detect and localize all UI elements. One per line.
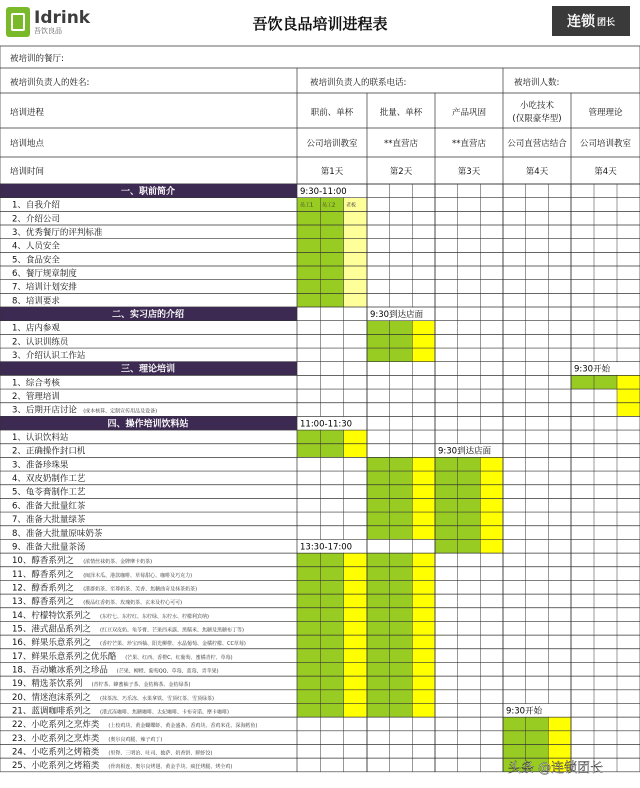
stage-location: 公司培训教室	[579, 139, 632, 149]
progress-cell	[344, 293, 367, 307]
progress-cell	[390, 471, 413, 485]
item-label: 13、醇香系列之	[12, 597, 74, 608]
item-label: 2、认识训练员	[12, 337, 69, 348]
staff1-label: 员工1	[300, 202, 314, 209]
stage-name: 小吃技术	[519, 101, 555, 111]
progress-cell	[320, 690, 343, 704]
tea-time: 13:30-17:00	[300, 542, 353, 553]
progress-cell	[320, 621, 343, 635]
progress-cell	[412, 348, 435, 362]
item-label: 20、情迷泡沫系列之	[12, 692, 91, 703]
progress-cell	[435, 457, 458, 471]
progress-cell	[412, 526, 435, 540]
stage-name: 批量、单杯	[379, 108, 423, 118]
progress-cell	[344, 567, 367, 581]
progress-cell	[390, 485, 413, 499]
progress-cell	[320, 580, 343, 594]
boss-label: 老板	[346, 202, 357, 209]
item-note: (奥尔良鸡腿、辣子鸡丁)	[108, 736, 163, 743]
item-note: (港式冻咖啡、焦糖咖啡、太妃咖啡、卡布奇诺、摩卡咖啡)	[100, 709, 229, 716]
progress-cell	[548, 717, 571, 731]
item-label: 1、自我介绍	[12, 200, 60, 211]
progress-cell	[458, 498, 481, 512]
progress-cell	[297, 252, 320, 266]
progress-cell	[320, 608, 343, 622]
progress-cell	[594, 375, 617, 389]
progress-cell	[320, 225, 343, 239]
progress-cell	[367, 594, 390, 608]
progress-cell	[367, 485, 390, 499]
progress-cell	[320, 567, 343, 581]
item-label: 19、精选茶饮系列	[12, 679, 83, 690]
progress-cell	[480, 512, 503, 526]
stage-location: **直营店	[383, 139, 419, 149]
item-label: 16、鲜果乐意系列之	[12, 638, 91, 649]
progress-cell	[297, 594, 320, 608]
item-label: 7、准备大批量绿茶	[12, 515, 86, 526]
progress-cell	[320, 239, 343, 253]
trainee-count-label: 被培训人数:	[514, 78, 560, 88]
progress-cell	[297, 266, 320, 280]
progress-cell	[367, 526, 390, 540]
progress-cell	[320, 594, 343, 608]
progress-cell	[367, 621, 390, 635]
progress-cell	[367, 457, 390, 471]
progress-cell	[297, 553, 320, 567]
stage-name-sub: (仅限豪华型)	[512, 114, 562, 124]
progress-cell	[412, 635, 435, 649]
item-label: 3、准备珍珠果	[12, 460, 69, 471]
progress-cell	[458, 471, 481, 485]
location-label: 培训地点	[10, 139, 45, 149]
progress-cell	[412, 690, 435, 704]
stage-location: **直营店	[451, 139, 487, 149]
progress-cell	[367, 703, 390, 717]
item-note: (上校鸡块、黄金蝴蝶虾、黄金盛条、香鸡块、香鸡米花、深海鳕鱼)	[108, 723, 258, 730]
progress-cell	[390, 498, 413, 512]
item-label: 1、店内参观	[12, 323, 60, 334]
progress-cell	[390, 512, 413, 526]
progress-cell	[390, 457, 413, 471]
progress-cell	[390, 580, 413, 594]
progress-cell	[435, 471, 458, 485]
stage-location: 公司培训教室	[306, 139, 358, 149]
item-note: (浓情丝袜奶茶、金牌摩卡奶茶)	[83, 559, 153, 566]
progress-cell	[320, 553, 343, 567]
item-label: 4、人员安全	[12, 241, 60, 252]
item-label: 3、优秀餐厅的评判标准	[12, 228, 103, 239]
progress-cell	[320, 676, 343, 690]
item-label: 10、醇香系列之	[12, 556, 74, 567]
progress-cell	[297, 676, 320, 690]
progress-cell	[367, 553, 390, 567]
progress-cell	[297, 690, 320, 704]
progress-cell	[390, 594, 413, 608]
section-title: 二、实习店的介绍	[111, 310, 185, 321]
progress-cell	[412, 580, 435, 594]
progress-cell	[458, 539, 481, 553]
progress-cell	[320, 703, 343, 717]
day3-time: 9:30到达店面	[438, 446, 492, 457]
item-label: 6、准备大批量红茶	[12, 501, 86, 512]
progress-cell	[297, 225, 320, 239]
stage-name: 管理理论	[588, 108, 623, 118]
progress-cell	[367, 649, 390, 663]
progress-cell	[367, 471, 390, 485]
progress-cell	[548, 744, 571, 758]
item-note: (红豆双皮奶、龟苓膏、芒果西米露、黑糯米、焦糖及黑糖布丁等)	[100, 627, 244, 634]
item-label: 7、培训计划安排	[12, 282, 77, 293]
progress-cell	[412, 703, 435, 717]
progress-cell	[320, 649, 343, 663]
item-label: 2、管理培训	[12, 392, 60, 403]
progress-cell	[390, 348, 413, 362]
item-label: 2、介绍公司	[12, 214, 60, 225]
progress-cell	[480, 498, 503, 512]
item-label: 5、龟苓膏制作工艺	[12, 487, 86, 498]
progress-cell	[344, 676, 367, 690]
progress-cell	[480, 485, 503, 499]
stage-day: 第4天	[525, 167, 549, 177]
progress-cell	[390, 649, 413, 663]
progress-cell	[367, 662, 390, 676]
progress-cell	[526, 744, 549, 758]
progress-cell	[412, 662, 435, 676]
manager-name-label: 被培训负责人的姓名:	[10, 78, 90, 88]
progress-cell	[320, 211, 343, 225]
item-label: 4、双皮奶制作工艺	[12, 474, 86, 485]
progress-cell	[412, 649, 435, 663]
progress-cell	[390, 662, 413, 676]
progress-cell	[412, 321, 435, 335]
progress-cell	[367, 635, 390, 649]
item-label: 1、综合考核	[12, 378, 60, 389]
progress-cell	[412, 608, 435, 622]
progress-cell	[526, 717, 549, 731]
progress-cell	[390, 321, 413, 335]
progress-cell	[390, 567, 413, 581]
item-label: 14、柠檬特饮系列之	[12, 610, 91, 621]
logo-brand: Idrink	[34, 7, 91, 28]
item-label: 21、蓝调咖啡系列之	[12, 706, 91, 717]
item-label: 18、吾动嫩冰系列之珍品	[12, 665, 108, 676]
progress-cell	[297, 621, 320, 635]
progress-cell	[344, 239, 367, 253]
progress-cell	[320, 430, 343, 444]
progress-cell	[412, 553, 435, 567]
progress-cell	[297, 211, 320, 225]
section-title: 四、操作培训饮料站	[107, 419, 189, 430]
progress-cell	[503, 744, 526, 758]
stage-name: 职前、单杯	[310, 108, 354, 118]
op-time: 11:00-11:30	[300, 419, 353, 430]
progress-cell	[344, 430, 367, 444]
progress-cell	[458, 485, 481, 499]
progress-cell	[412, 567, 435, 581]
stage-day: 第4天	[594, 167, 617, 177]
progress-cell	[344, 225, 367, 239]
stage-day: 第1天	[320, 167, 344, 177]
progress-cell	[320, 280, 343, 294]
mgmt-time: 9:30开始	[574, 364, 611, 375]
progress-cell	[367, 498, 390, 512]
progress-cell	[548, 731, 571, 745]
progress-cell	[412, 457, 435, 471]
progress-cell	[617, 389, 640, 403]
progress-cell	[412, 498, 435, 512]
progress-cell	[480, 526, 503, 540]
progress-cell	[412, 334, 435, 348]
restaurant-label: 被培训的餐厅:	[10, 54, 64, 64]
progress-cell	[367, 580, 390, 594]
item-label: 1、认识饮料站	[12, 433, 69, 444]
item-label: 3、介绍认识工作站	[12, 351, 86, 362]
progress-cell	[297, 567, 320, 581]
progress-cell	[480, 539, 503, 553]
item-label: 8、培训要求	[12, 296, 60, 307]
item-label: 17、鲜果乐意系列之优乐酪	[12, 651, 117, 662]
item-note: (极品红香奶茶、玫瑰奶茶、玄米及柠心可可)	[83, 600, 183, 607]
progress-cell	[344, 621, 367, 635]
stage-day: 第2天	[389, 167, 413, 177]
item-note: (香柠芒果、珍宝西柚、阳光柳橙、水晶葡萄、金橘柠檬、CC草莓)	[100, 641, 246, 648]
progress-cell	[297, 430, 320, 444]
progress-cell	[344, 594, 367, 608]
item-note: (骨肉相连、奥尔良烤翅、黄金芋块、疯狂烤腿、烤全鸡)	[108, 764, 233, 771]
progress-cell	[367, 608, 390, 622]
item-note: (闽泽木瓜、港款咖啡、草莓甜心、咖啡及巧克力)	[83, 572, 193, 579]
item-label: 15、港式甜品系列之	[12, 624, 91, 635]
progress-cell	[367, 348, 390, 362]
right-logo-small: 团长	[596, 17, 615, 28]
item-label: 6、餐厅规章制度	[12, 269, 77, 280]
progress-cell	[344, 690, 367, 704]
progress-cell	[297, 703, 320, 717]
progress-cell	[390, 635, 413, 649]
item-note: (港群奶茶、至尊奶茶、芙香、焦糖曲奇及抹茶奶茶)	[83, 586, 198, 593]
progress-cell	[367, 690, 390, 704]
progress-cell	[390, 608, 413, 622]
progress-cell	[458, 512, 481, 526]
progress-cell	[344, 649, 367, 663]
progress-cell	[344, 580, 367, 594]
item-label: 25、小吃系列之烤箱类	[12, 761, 100, 772]
progress-cell	[320, 252, 343, 266]
progress-cell	[435, 485, 458, 499]
progress-cell	[412, 512, 435, 526]
progress-cell	[367, 321, 390, 335]
progress-cell	[297, 662, 320, 676]
progress-cell	[344, 553, 367, 567]
day1-time: 9:30-11:00	[300, 187, 347, 197]
progress-cell	[344, 252, 367, 266]
item-note: (芒果、柳橙、葡萄QQ、草莓、蓝莓、青苹果)	[116, 668, 219, 675]
progress-cell	[344, 703, 367, 717]
progress-cell	[480, 457, 503, 471]
progress-cell	[367, 676, 390, 690]
progress-cell	[297, 444, 320, 458]
item-note: (抹茶冻、巧乐冻、水果拿铁、雪顶红茶、雪顶绿茶)	[100, 695, 214, 702]
item-note: (里脊、三明治、吐司、披萨、奶香饼、鲜虾饺)	[108, 750, 213, 757]
progress-cell	[320, 444, 343, 458]
snack-time: 9:30开始	[506, 706, 543, 717]
item-note: (成本核算、定制宣传用品及设备)	[83, 408, 158, 415]
stage-day: 第3天	[457, 167, 481, 177]
progress-cell	[297, 293, 320, 307]
progress-cell	[297, 635, 320, 649]
progress-label: 培训进程	[10, 108, 45, 118]
progress-cell	[412, 485, 435, 499]
progress-cell	[435, 512, 458, 526]
progress-cell	[297, 280, 320, 294]
item-note: (芒果、红西、香橙C、红葡萄、蜜橘青柠、草莓)	[125, 654, 233, 661]
section-title: 一、职前简介	[120, 187, 176, 197]
progress-cell	[297, 608, 320, 622]
item-label: 5、食品安全	[12, 255, 60, 266]
progress-cell	[480, 471, 503, 485]
logo-sub: 吾饮良品	[34, 26, 62, 35]
progress-cell	[412, 594, 435, 608]
progress-cell	[390, 703, 413, 717]
progress-cell	[435, 539, 458, 553]
item-label: 24、小吃系列之烤箱类	[12, 747, 100, 758]
section-title: 三、理论培训	[120, 364, 176, 375]
progress-cell	[503, 731, 526, 745]
progress-cell	[617, 375, 640, 389]
item-note: (青柠茶、蜂蜜柚子茶、金桔梅茶、金桔绿茶)	[91, 682, 191, 689]
progress-cell	[390, 334, 413, 348]
progress-cell	[571, 375, 594, 389]
time-label: 培训时间	[10, 167, 45, 177]
progress-cell	[367, 512, 390, 526]
progress-cell	[344, 635, 367, 649]
watermark: 头条 @连锁团长	[508, 761, 604, 776]
progress-cell	[320, 293, 343, 307]
item-label: 8、准备大批量原味奶茶	[12, 528, 103, 539]
progress-cell	[390, 526, 413, 540]
page-title: 吾饮良品培训进程表	[252, 15, 388, 33]
item-label: 22、小吃系列之烹炸类	[12, 720, 100, 731]
manager-phone-label: 被培训负责人的联系电话:	[310, 78, 407, 88]
progress-cell	[344, 608, 367, 622]
progress-cell	[503, 717, 526, 731]
progress-cell	[412, 471, 435, 485]
right-logo-text: 连锁	[566, 14, 595, 30]
progress-cell	[390, 621, 413, 635]
progress-cell	[297, 580, 320, 594]
progress-cell	[367, 334, 390, 348]
progress-cell	[390, 676, 413, 690]
progress-cell	[344, 662, 367, 676]
stage-name: 产品巩固	[451, 108, 487, 118]
progress-cell	[390, 553, 413, 567]
progress-cell	[367, 567, 390, 581]
progress-cell	[344, 266, 367, 280]
progress-cell	[412, 676, 435, 690]
progress-cell	[344, 280, 367, 294]
item-label: 2、正确操作封口机	[12, 446, 86, 457]
progress-cell	[435, 526, 458, 540]
progress-cell	[435, 498, 458, 512]
progress-cell	[458, 526, 481, 540]
item-label: 9、准备大批量茶汤	[12, 542, 86, 553]
progress-cell	[617, 403, 640, 417]
staff2-label: 员工2	[322, 202, 336, 209]
progress-cell	[297, 239, 320, 253]
progress-cell	[458, 457, 481, 471]
progress-cell	[320, 662, 343, 676]
item-label: 11、醇香系列之	[12, 569, 74, 580]
stage-location: 公司直营店结合	[507, 139, 567, 149]
item-label: 23、小吃系列之烹炸类	[12, 733, 100, 744]
progress-cell	[344, 444, 367, 458]
day2-time: 9:30到达店面	[370, 310, 424, 321]
progress-cell	[320, 635, 343, 649]
progress-cell	[526, 731, 549, 745]
item-note: (东柠七、东柠红、东柠绿、东柠水、柠檬利宾纳)	[100, 613, 209, 620]
progress-cell	[390, 690, 413, 704]
progress-cell	[412, 621, 435, 635]
progress-cell	[320, 266, 343, 280]
progress-cell	[297, 649, 320, 663]
item-label: 3、后期开店讨论	[12, 405, 77, 416]
item-label: 12、醇香系列之	[12, 583, 74, 594]
progress-cell	[344, 211, 367, 225]
